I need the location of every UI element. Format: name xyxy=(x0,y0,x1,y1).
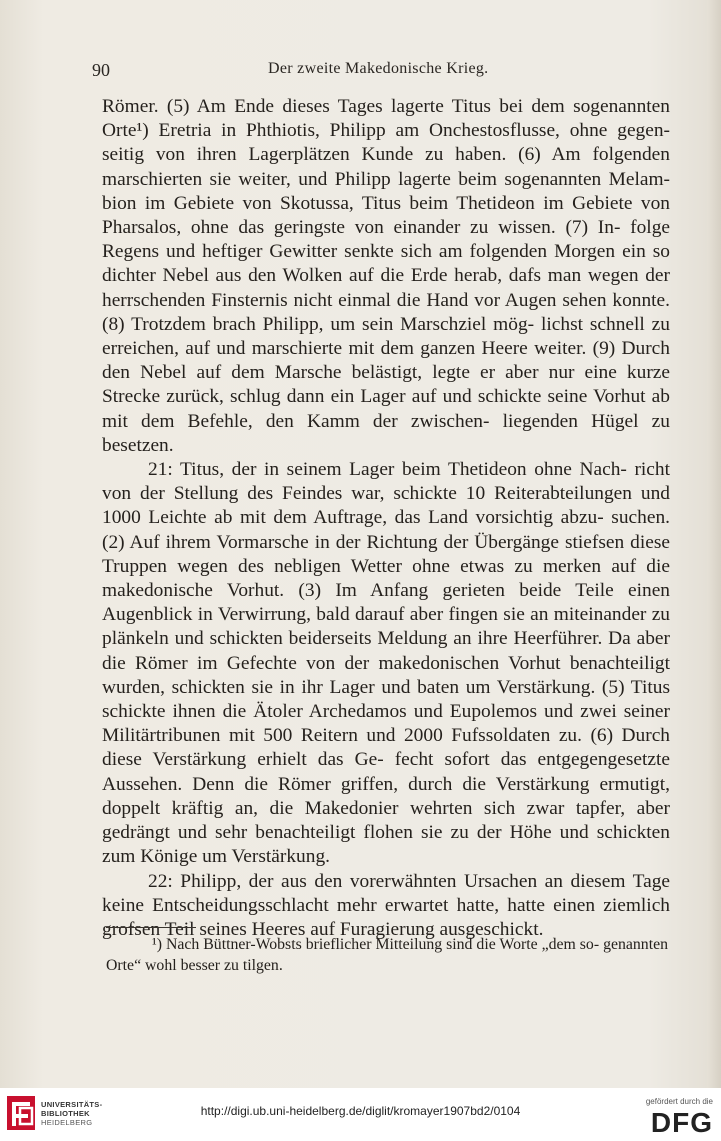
text-line: 2000 Fufssoldaten zu. (6) Durch diese Verstärkung erhielt das Ge- xyxy=(102,725,670,771)
paragraph-21 xyxy=(102,458,670,869)
paragraph-22 xyxy=(102,870,670,943)
text-line: schickte seine Vorhut ab mit dem Befehle, den Kamm der zwischen- xyxy=(102,386,670,432)
text-line: seitig von ihren Lagerplätzen Kunde zu haben. (6) Am folgenden xyxy=(102,144,670,166)
text-line: merken auf die makedonische Vorhut. (3) Im Anfang gerieten beide xyxy=(102,555,670,602)
text-line: stiefsen diese Truppen wegen des nebligen Wetter ohne etwas zu xyxy=(102,531,670,577)
dfg-logo-icon xyxy=(643,1106,713,1136)
text-line: richt von der Stellung des Feindes war, schickte 10 Reiterabteilungen xyxy=(102,459,670,505)
paragraph-continuation xyxy=(102,95,670,458)
text-line: ein so dichter Nebel aus den Wolken auf die Erde herab, dafs man xyxy=(102,241,670,287)
text-line: Teile einen Augenblick in Verwirrung, bald darauf aber fingen sie xyxy=(102,580,670,626)
permalink-url[interactable]: http://digi.ub.uni-heidelberg.de/diglit/kromayer1907bd2/0104 xyxy=(200,1104,521,1118)
text-line: ihre Heerführer. Da aber die Römer im Gefechte von der makedonischen xyxy=(102,628,670,674)
text-line: Orte¹) Eretria in Phthiotis, Philipp am Onchestosflusse, ohne gegen- xyxy=(102,120,670,142)
text-line: von Pharsalos, ohne das geringste von einander zu wissen. (7) In- xyxy=(102,192,670,239)
running-head: Der zweite Makedonische Krieg. xyxy=(268,60,489,77)
funded-by-label: gefördert durch die xyxy=(645,1097,713,1106)
page-number: 90 xyxy=(92,60,110,80)
text-line: an miteinander zu plänkeln und schickten beiderseits Meldung an xyxy=(102,604,670,650)
footnote-divider xyxy=(106,927,196,928)
text-line: Vorhut benachteiligt wurden, schickten sie in ihr Lager und baten xyxy=(102,652,670,698)
text-line: um Verstärkung. (5) Titus schickte ihnen die Ätoler Archedamos xyxy=(102,676,670,723)
text-line: bion im Gebiete von Skotussa, Titus beim Thetideon im Gebiete xyxy=(102,192,633,214)
text-line: fecht sofort das entgegengesetzte Aussehen. Denn die Römer griffen, xyxy=(102,749,670,795)
text-line: und Eupolemos und zwei seiner Militärtribunen mit 500 Reitern und xyxy=(102,701,670,747)
text-line: lichst schnell zu erreichen, auf und marschierte mit dem ganzen Heere xyxy=(102,313,670,360)
library-name-line: HEIDELBERG xyxy=(41,1118,93,1127)
text-line: sie zu der Höhe und schickten zum Könige um Verstärkung. xyxy=(102,822,670,868)
text-line: aber nur eine kurze Strecke zurück, schlug dann ein Lager auf und xyxy=(102,362,670,408)
text-line: und 1000 Leichte ab mit dem Auftrage, das Land vorsichtig abzu- xyxy=(102,483,670,529)
page-header xyxy=(92,60,669,84)
main-text xyxy=(102,95,670,942)
page-edge-shadow xyxy=(707,0,721,1088)
text-line: wehrten sich zwar tapfer, aber gedrängt und sehr benachteiligt flohen xyxy=(102,797,670,844)
text-line: sehen konnte. (8) Trotzdem brach Philipp, um sein Marschziel mög- xyxy=(102,289,670,335)
footnote xyxy=(106,934,668,976)
text-line: Römer. (5) Am Ende dieses Tages lagerte Titus bei dem sogenannten xyxy=(102,96,670,117)
text-line: ziemlich grofsen Teil seines Heeres auf Furagierung ausgeschickt. xyxy=(102,894,670,940)
text-line: folge Regens und heftiger Gewitter senkte sich am folgenden Morgen xyxy=(102,217,670,263)
text-line: 21: Titus, der in seinem Lager beim Thetideon ohne Nach- xyxy=(148,459,627,481)
text-line: Tage keine Entscheidungsschlacht mehr erwartet hatte, hatte einen xyxy=(102,870,670,916)
text-line: wegen der herrschenden Finsternis nicht einmal die Hand vor Augen xyxy=(102,265,670,311)
text-line: 22: Philipp, der aus den vorerwähnten Ursachen an diesem xyxy=(148,870,626,892)
library-name-line: BIBLIOTHEK xyxy=(41,1109,90,1118)
text-line: weiter. (9) Durch den Nebel auf dem Marsche belästigt, legte er xyxy=(102,338,670,384)
text-line: marschierten sie weiter, und Philipp lagerte beim sogenannten Melam- xyxy=(102,168,670,190)
text-line: suchen. (2) Auf ihrem Vormarsche in der Richtung der Übergänge xyxy=(102,507,670,553)
library-name-line: UNIVERSITÄTS- xyxy=(41,1100,103,1109)
text-line: durch die Verstärkung ermutigt, doppelt kräftig an, die Makedonier xyxy=(102,773,670,819)
footnote-line: genannten Orte“ wohl besser zu tilgen. xyxy=(106,936,668,974)
footnote-line: ¹) Nach Büttner-Wobsts brieflicher Mitteilung sind die Worte „dem so- xyxy=(152,936,600,953)
text-line: liegenden Hügel zu besetzen. xyxy=(102,410,670,456)
dfg-logo-text: DFG xyxy=(650,1107,713,1136)
